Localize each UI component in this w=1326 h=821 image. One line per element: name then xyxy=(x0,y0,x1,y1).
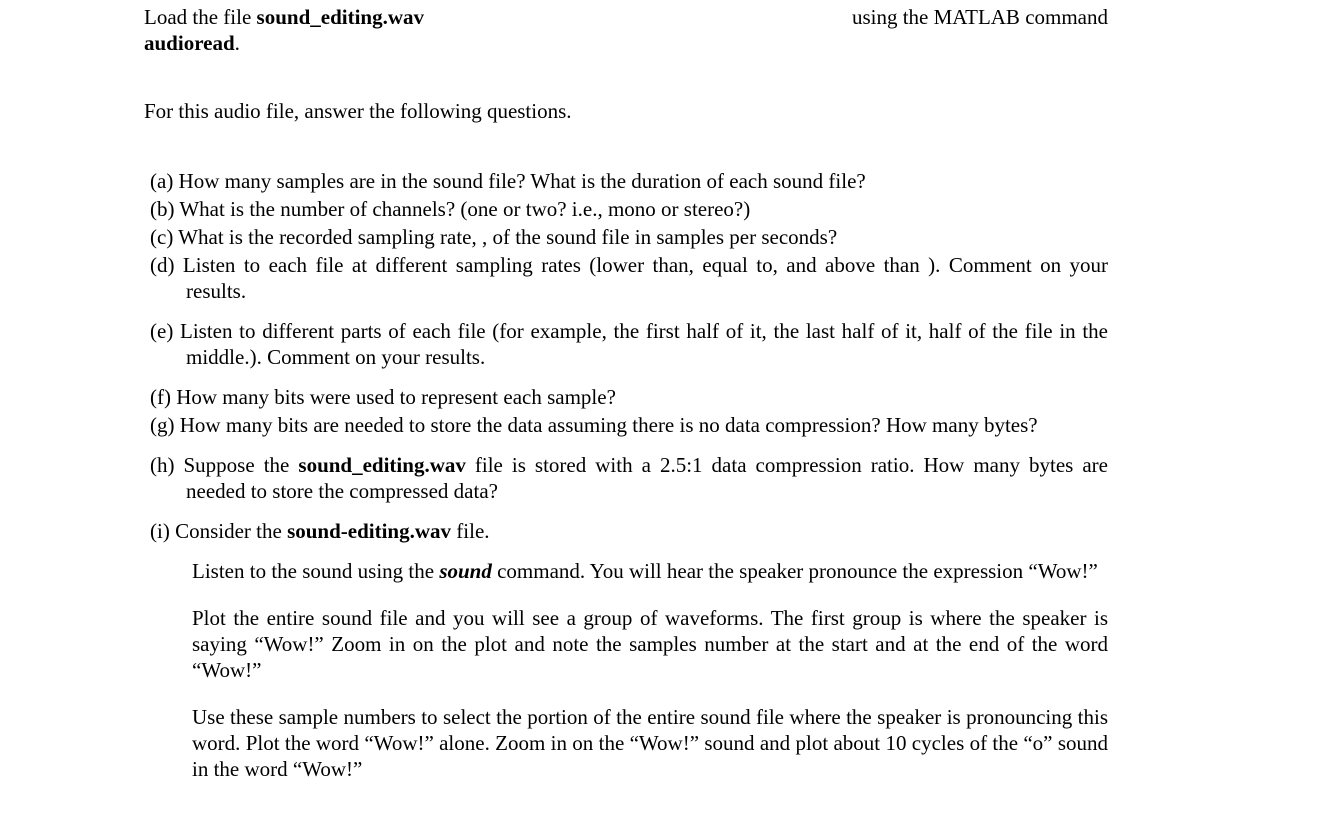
intro-right-text: using the MATLAB command xyxy=(851,5,1108,29)
document-page xyxy=(144,4,1108,803)
question-f: (f) How many bits were used to represent each sample? xyxy=(150,385,616,409)
sound-command: sound xyxy=(439,559,492,583)
question-e: (e) Listen to different parts of each file (for example, the first half of it, the last half of it, half of the file in the middle.). Comment on your results. xyxy=(150,319,1108,369)
intro-filename: sound_editing.wav xyxy=(256,5,425,29)
question-i xyxy=(150,518,1108,544)
subparagraph-select: Use these sample numbers to select the portion of the entire sound file where the speaker is pronouncing this word. Plot the word “Wow!” alone. Zoom in on the “Wow!” sound and plot about 10 cycles of the “o” sound in the word “Wow!” xyxy=(192,705,1108,781)
lead-sentence: For this audio file, answer the following questions. xyxy=(144,99,572,123)
subparagraph-listen xyxy=(192,558,1108,584)
intro-command: audioread xyxy=(144,31,235,55)
listen-post: command. You will hear the speaker pronounce the expression “Wow!” xyxy=(491,559,1098,583)
question-c: (c) What is the recorded sampling rate, , of the sound file in samples per seconds? xyxy=(150,225,838,249)
question-h-post: file is stored with a 2.5:1 data compression ratio. How many bytes are needed to store the compressed data? xyxy=(186,453,1108,503)
question-list xyxy=(144,168,1108,782)
question-h-filename: sound_editing.wav xyxy=(298,453,466,477)
question-i-pre: (i) Consider the xyxy=(150,519,288,543)
question-i-post: file. xyxy=(451,519,490,543)
intro-left-text xyxy=(144,4,454,56)
subparagraph-plot: Plot the entire sound file and you will see a group of waveforms. The first group is where the speaker is saying “Wow!” Zoom in on the plot and note the samples number at the start and at the end of the word “Wow!” xyxy=(192,606,1108,682)
intro-instruction xyxy=(144,4,1108,56)
question-a: (a) How many samples are in the sound file? What is the duration of each sound file? xyxy=(150,169,866,193)
question-h xyxy=(150,452,1108,504)
intro-load-text: Load the file xyxy=(144,5,257,29)
question-i-filename: sound-editing.wav xyxy=(287,519,452,543)
question-h-pre: (h) Suppose the xyxy=(150,453,299,477)
listen-pre: Listen to the sound using the xyxy=(192,559,440,583)
question-d: (d) Listen to each file at different sampling rates (lower than, equal to, and above than ). Comment on your results. xyxy=(150,253,1108,303)
question-g: (g) How many bits are needed to store the data assuming there is no data compression? How many bytes? xyxy=(150,413,1038,437)
intro-period: . xyxy=(234,31,240,55)
question-b: (b) What is the number of channels? (one or two? i.e., mono or stereo?) xyxy=(150,197,751,221)
